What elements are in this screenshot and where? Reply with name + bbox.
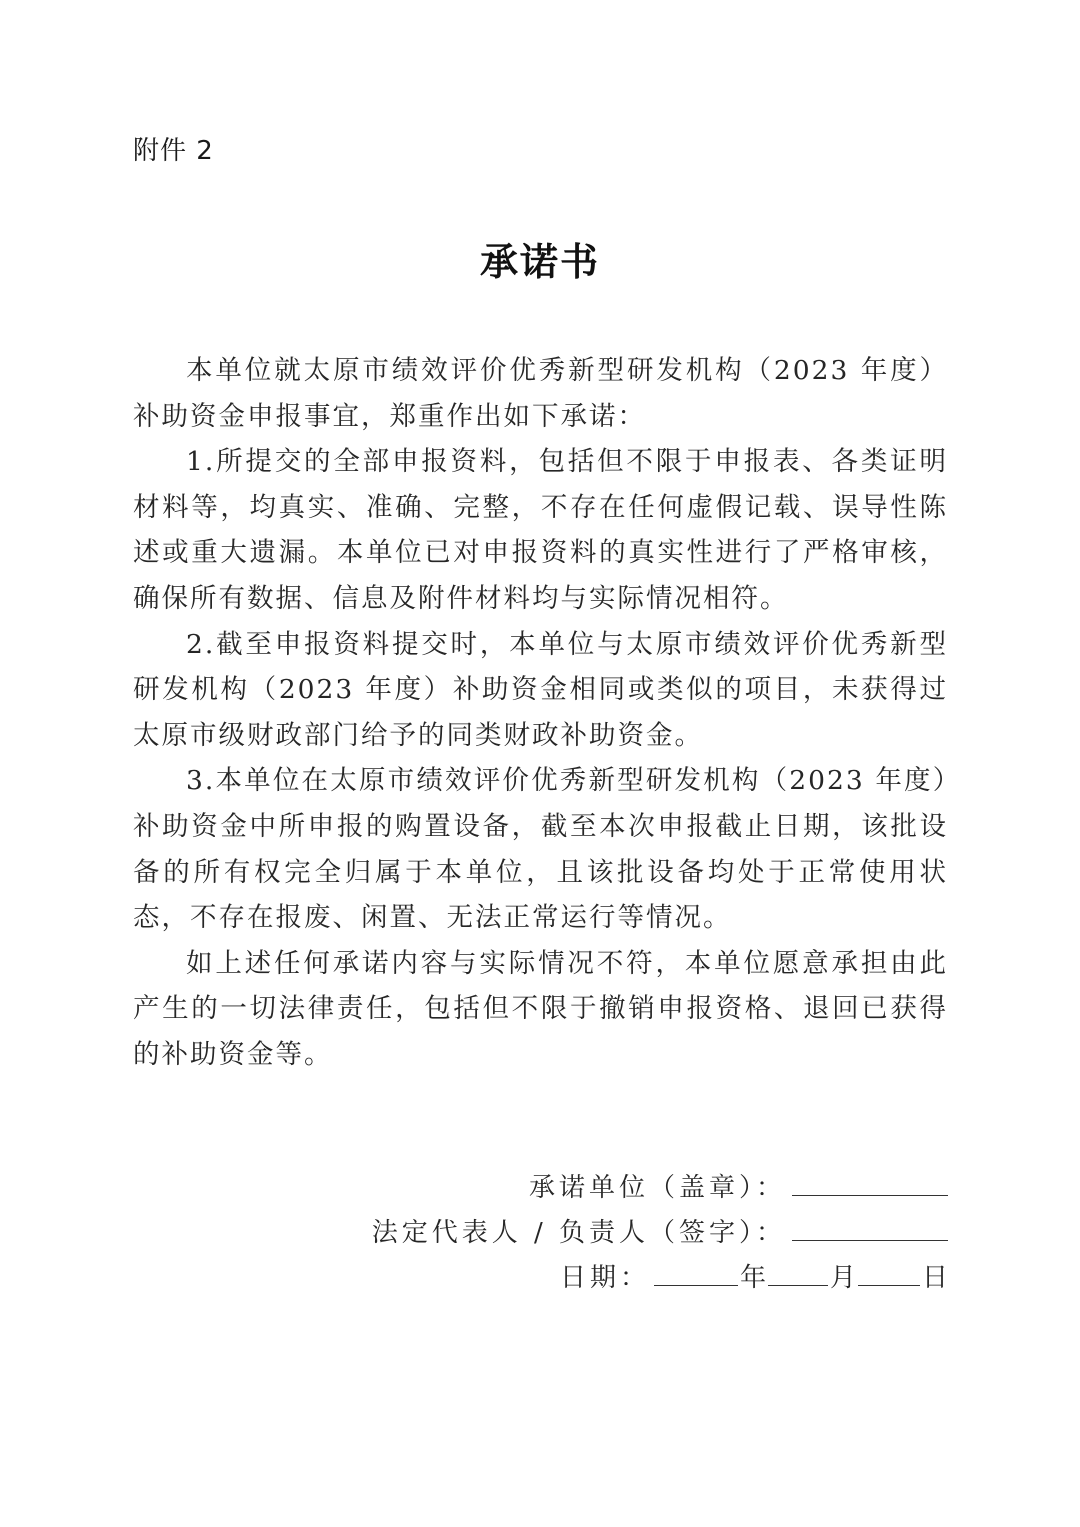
signature-representative-row [372,1211,948,1256]
date-year-unit: 年 [739,1263,766,1293]
document-title: 承诺书 [479,239,600,284]
intro-paragraph: 本单位就太原市绩效评价优秀新型研发机构（2023 年度）补助资金申报事宜，郑重作出如下承诺： [133,355,948,432]
date-year-blank[interactable] [654,1257,738,1286]
signature-date-row [372,1256,948,1301]
document-body [133,348,948,1078]
date-day-blank[interactable] [858,1257,920,1286]
representative-signature-blank[interactable] [792,1212,948,1241]
commitment-item-2: 2.截至申报资料提交时，本单位与太原市绩效评价优秀新型研发机构（2023 年度）补助资金相同或类似的项目，未获得过太原市级财政部门给予的同类财政补助资金。 [133,628,948,751]
signature-unit-row [372,1166,948,1211]
date-month-unit: 月 [829,1263,856,1293]
signature-block [372,1166,948,1301]
liability-paragraph: 如上述任何承诺内容与实际情况不符，本单位愿意承担由此产生的一切法律责任，包括但不限于撤销申报资格、退回已获得的补助资金等。 [133,947,948,1070]
date-day-unit: 日 [921,1263,948,1293]
date-month-blank[interactable] [768,1257,828,1286]
attachment-label: 附件 2 [133,136,214,166]
commitment-item-1: 1.所提交的全部申报资料，包括但不限于申报表、各类证明材料等，均真实、准确、完整，不存在任何虚假记载、误导性陈述或重大遗漏。本单位已对申报资料的真实性进行了严格审核，确保所有数据、信息及附件材料均与实际情况相符。 [133,446,948,614]
commitment-item-3: 3.本单位在太原市绩效评价优秀新型研发机构（2023 年度）补助资金中所申报的购置设备，截至本次申报截止日期，该批设备的所有权完全归属于本单位，且该批设备均处于正常使用状态，不存在报废、闲置、无法正常运行等情况。 [133,765,948,934]
representative-signature-label: 法定代表人 / 负责人（签字）： [371,1218,786,1248]
unit-seal-blank[interactable] [792,1167,948,1196]
unit-seal-label: 承诺单位（盖章）： [528,1173,786,1203]
date-label: 日期： [559,1263,650,1293]
